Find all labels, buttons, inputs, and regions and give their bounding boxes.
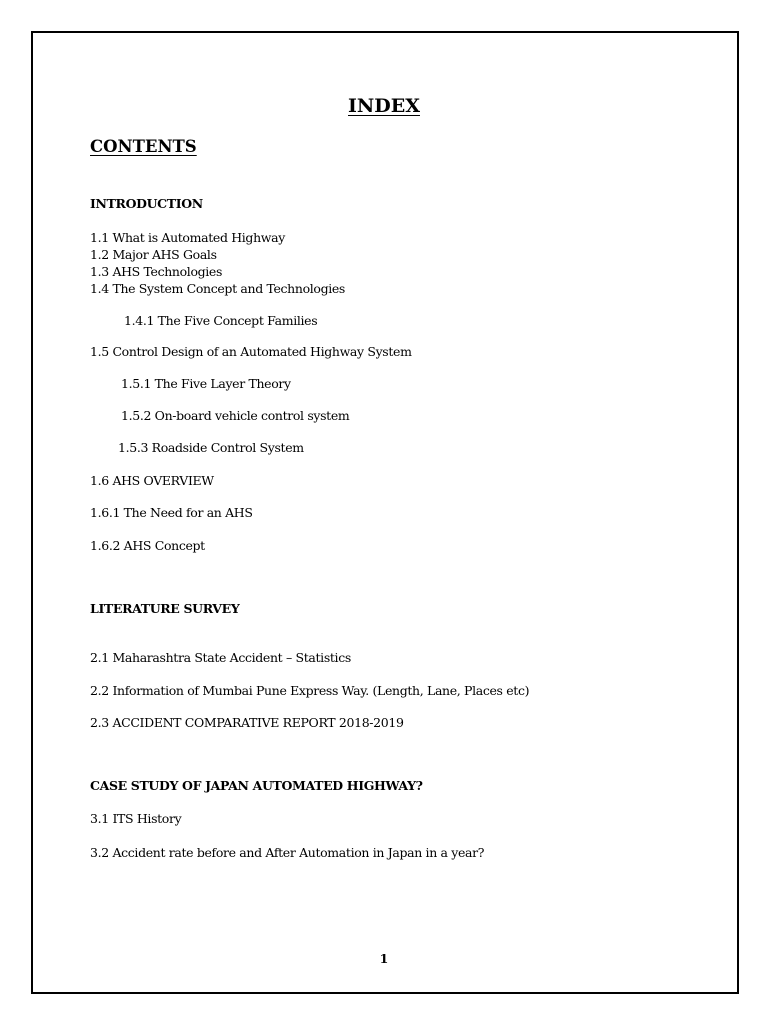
- toc-entry-1-5: 1.5 Control Design of an Automated Highway System: [90, 344, 412, 359]
- toc-entry-1-3: 1.3 AHS Technologies: [90, 264, 223, 279]
- toc-entry-1-6-2: 1.6.2 AHS Concept: [90, 538, 205, 553]
- toc-entry-2-3: 2.3 ACCIDENT COMPARATIVE REPORT 2018-2019: [90, 715, 404, 730]
- toc-entry-1-4-1: 1.4.1 The Five Concept Families: [124, 313, 318, 328]
- toc-entry-2-2: 2.2 Information of Mumbai Pune Express Way. (Length, Lane, Places etc): [90, 683, 530, 698]
- toc-entry-1-5-3: 1.5.3 Roadside Control System: [118, 440, 304, 455]
- toc-entry-1-2: 1.2 Major AHS Goals: [90, 247, 217, 262]
- toc-entry-1-6-1: 1.6.1 The Need for an AHS: [90, 505, 253, 520]
- toc-entry-1-5-2: 1.5.2 On-board vehicle control system: [121, 408, 350, 423]
- toc-entry-2-1: 2.1 Maharashtra State Accident – Statistics: [90, 650, 351, 665]
- contents-heading: CONTENTS: [90, 137, 197, 156]
- index-title: INDEX: [348, 95, 420, 117]
- section-heading-case-study: CASE STUDY OF JAPAN AUTOMATED HIGHWAY?: [90, 778, 423, 793]
- toc-entry-1-5-1: 1.5.1 The Five Layer Theory: [121, 376, 291, 391]
- page-number: 1: [379, 951, 389, 966]
- toc-entry-1-4: 1.4 The System Concept and Technologies: [90, 281, 345, 296]
- toc-entry-1-1: 1.1 What is Automated Highway: [90, 230, 285, 245]
- toc-entry-1-6: 1.6 AHS OVERVIEW: [90, 473, 214, 488]
- section-heading-literature-survey: LITERATURE SURVEY: [90, 601, 240, 616]
- toc-entry-3-1: 3.1 ITS History: [90, 811, 182, 826]
- toc-entry-3-2: 3.2 Accident rate before and After Automation in Japan in a year?: [90, 845, 485, 860]
- section-heading-introduction: INTRODUCTION: [90, 196, 203, 211]
